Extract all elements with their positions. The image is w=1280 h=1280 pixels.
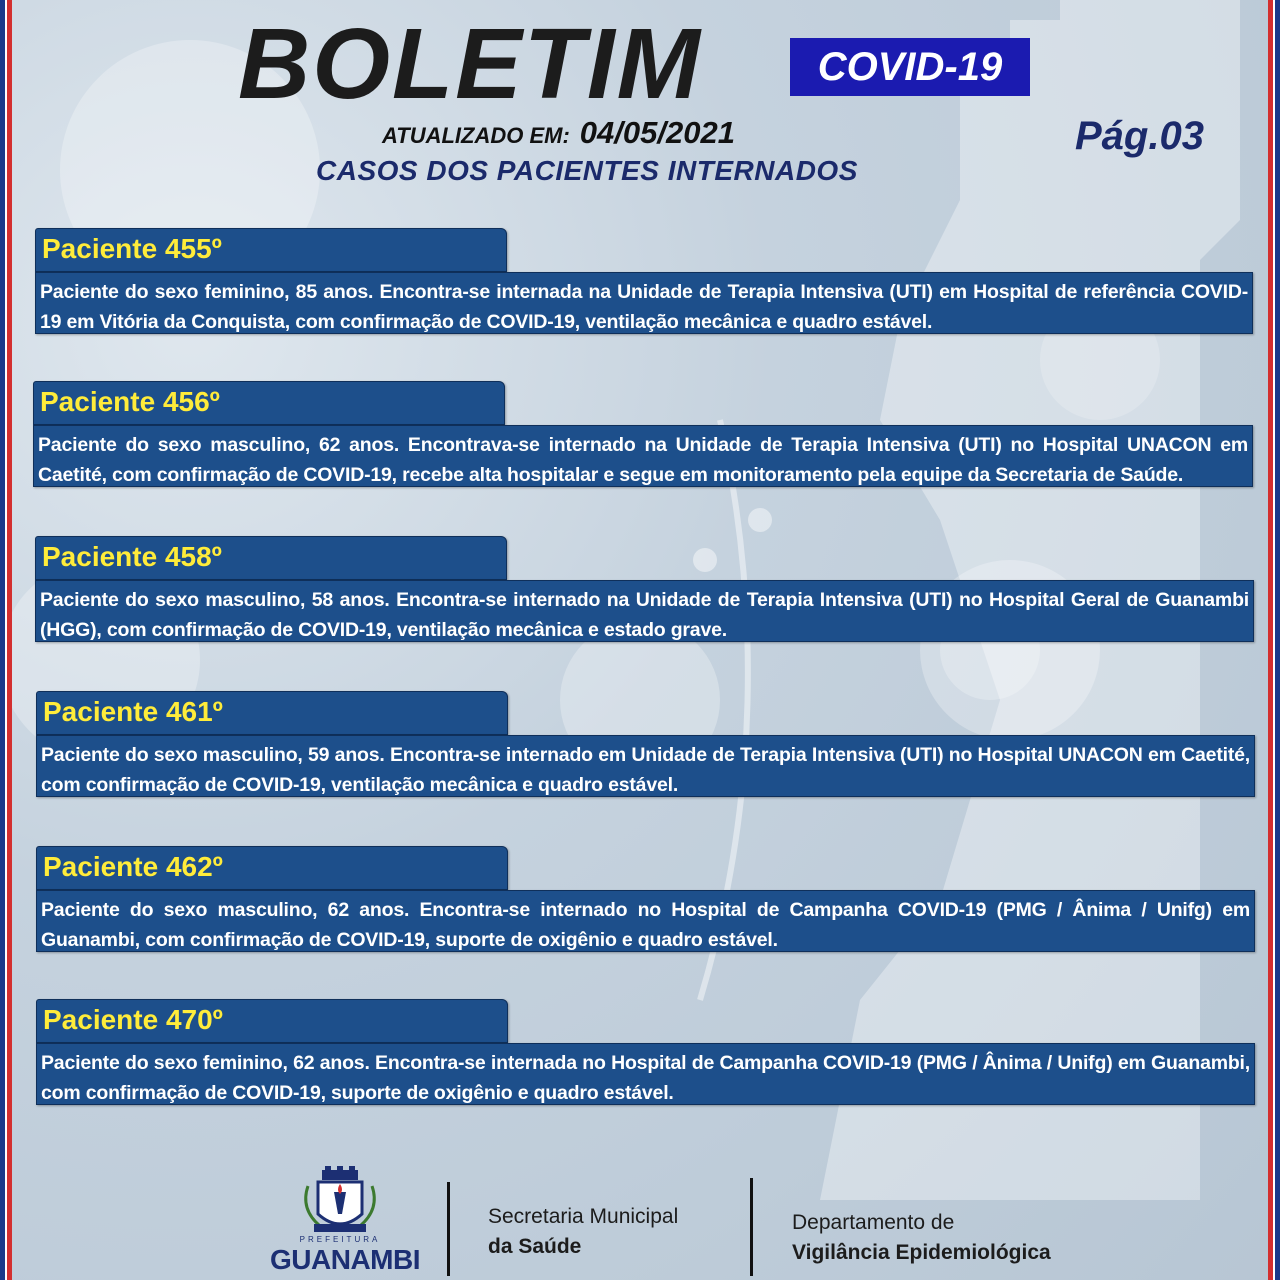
patient-card-body bbox=[36, 890, 1255, 952]
patient-card-text: Paciente do sexo masculino, 62 anos. Encontrava-se internado na Unidade de Terapia Intensiva (UTI) no Hospital UNACON em Caetité, com confirmação de COVID-19, recebe alta hospitalar e segue em monitoramento pela equipe da Secretaria de Saúde. bbox=[38, 434, 1248, 486]
patient-card-header bbox=[36, 999, 508, 1043]
departamento-block bbox=[792, 1208, 1051, 1268]
footer-divider bbox=[750, 1178, 753, 1276]
covid-badge: COVID-19 bbox=[790, 38, 1030, 96]
updated-label: ATUALIZADO EM: bbox=[382, 123, 570, 148]
patient-card-header bbox=[35, 536, 507, 580]
secretaria-line1: Secretaria Municipal bbox=[488, 1205, 679, 1228]
secretaria-block bbox=[488, 1202, 678, 1262]
secretaria-line2: da Saúde bbox=[488, 1235, 582, 1258]
patient-card-text: Paciente do sexo feminino, 85 anos. Encontra-se internada na Unidade de Terapia Intensiva (UTI) em Hospital de referência COVID-19 em Vitória da Conquista, com confirmação de COVID-19, ventilação mecânica e quadro estável. bbox=[40, 281, 1248, 333]
bulletin-title: BOLETIM bbox=[238, 8, 702, 120]
updated-date: 04/05/2021 bbox=[579, 115, 735, 150]
departamento-line2: Vigilância Epidemiológica bbox=[792, 1241, 1051, 1264]
updated-line bbox=[382, 115, 735, 151]
departamento-line1: Departamento de bbox=[792, 1211, 955, 1234]
patient-card-text: Paciente do sexo masculino, 58 anos. Encontra-se internado na Unidade de Terapia Intensiva (UTI) no Hospital Geral de Guanambi (HGG), com confirmação de COVID-19, ventilação mecânica e estado grave. bbox=[40, 589, 1249, 641]
footer bbox=[0, 1160, 1280, 1280]
patient-card-body bbox=[33, 425, 1253, 487]
left-flag-stripe bbox=[0, 0, 12, 1280]
patient-card-text: Paciente do sexo masculino, 59 anos. Encontra-se internado em Unidade de Terapia Intensiva (UTI) no Hospital UNACON em Caetité, com confirmação de COVID-19, ventilação mecânica e quadro estável. bbox=[41, 744, 1250, 796]
patient-card-title: Paciente 455º bbox=[42, 233, 222, 264]
patient-card-title: Paciente 456º bbox=[40, 386, 220, 417]
patient-card-text: Paciente do sexo feminino, 62 anos. Encontra-se internada no Hospital de Campanha COVID-19 (PMG / Ânima / Unifg) em Guanambi, com confirmação de COVID-19, suporte de oxigênio e quadro estável. bbox=[41, 1052, 1250, 1104]
logo-name: GUANAMBI bbox=[270, 1244, 420, 1275]
patient-card-body bbox=[36, 1043, 1255, 1105]
patient-card-text: Paciente do sexo masculino, 62 anos. Encontra-se internado no Hospital de Campanha COVID-19 (PMG / Ânima / Unifg) em Guanambi, com confirmação de COVID-19, suporte de oxigênio e quadro estável. bbox=[41, 899, 1250, 951]
right-flag-stripe bbox=[1268, 0, 1280, 1280]
patient-card-header bbox=[36, 846, 508, 890]
patient-card-body bbox=[35, 272, 1253, 334]
patient-card-body bbox=[36, 735, 1255, 797]
patient-card-title: Paciente 461º bbox=[43, 696, 223, 727]
patient-card-header bbox=[35, 228, 507, 272]
patient-card-header bbox=[36, 691, 508, 735]
patient-card-body bbox=[35, 580, 1254, 642]
patient-card-title: Paciente 462º bbox=[43, 851, 223, 882]
patient-card-title: Paciente 470º bbox=[43, 1004, 223, 1035]
section-subtitle: CASOS DOS PACIENTES INTERNADOS bbox=[316, 155, 858, 186]
patient-card-title: Paciente 458º bbox=[42, 541, 222, 572]
patient-card-header bbox=[33, 381, 505, 425]
coat-of-arms-icon bbox=[270, 1164, 410, 1244]
logo-prefix: PREFEITURA bbox=[299, 1235, 381, 1244]
guanambi-logo bbox=[270, 1164, 420, 1280]
page-number: Pág.03 bbox=[1075, 114, 1204, 158]
footer-divider bbox=[447, 1182, 450, 1276]
